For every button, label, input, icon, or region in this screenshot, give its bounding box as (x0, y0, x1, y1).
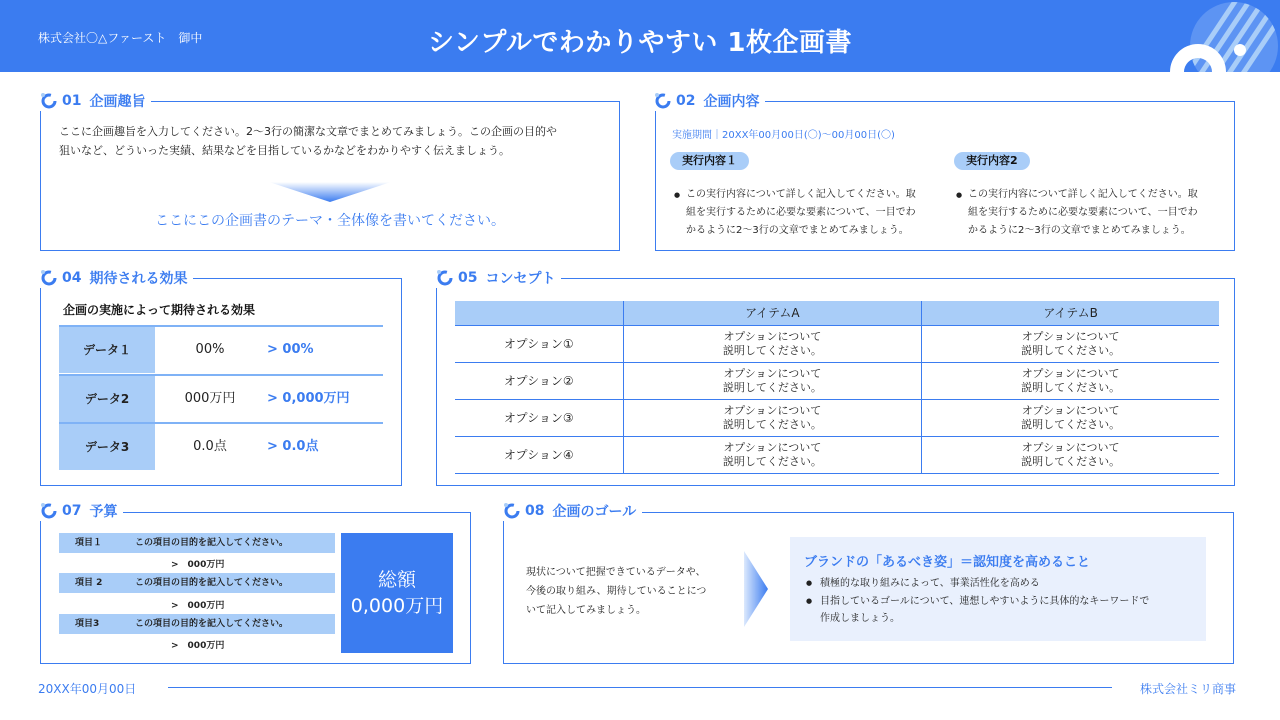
section-concept (436, 278, 1235, 486)
ring-icon (40, 92, 58, 110)
goal-title: ブランドの「あるべき姿」＝認知度を高めること (804, 555, 1091, 570)
effect-row: データ3 0.0点 > 0.0点 (59, 422, 383, 468)
goal-bullet: ● 目指しているゴールについて、連想しやすいように具体的なキーワードで 作成しましょう。 (820, 593, 1196, 627)
right-arrow-icon (744, 551, 768, 627)
content-label-2: 実行内容2 (954, 152, 1030, 170)
ring-icon (40, 502, 58, 520)
table-row: オプション② オプションについて 説明してください。 オプションについて 説明してください。 (455, 362, 1219, 399)
effect-row: データ2 000万円 > 0,000万円 (59, 374, 383, 420)
section-content (655, 101, 1235, 251)
section-title-08: 08 企画のゴール (499, 501, 642, 521)
page-title: シンプルでわかりやすい 1枚企画書 (428, 28, 852, 58)
ring-icon (436, 269, 454, 287)
section-title-07: 07 予算 (36, 501, 123, 521)
section-title-02: 02 企画内容 (650, 91, 765, 111)
budget-amount: > 000万円 (171, 601, 225, 611)
goal-bullet: ● 積極的な取り組みによって、事業活性化を高める (820, 575, 1196, 592)
footer-date: 20XX年00月00日 (38, 682, 137, 696)
budget-item: 項目１ この項目の目的を記入してください。 (59, 533, 335, 553)
current-status: 現状について把握できているデータや、 今後の取り組み、期待していることにつ いて記入してみましょう。 (526, 567, 707, 616)
budget-item: 項目3 この項目の目的を記入してください。 (59, 614, 335, 634)
section-title-05: 05 コンセプト (432, 268, 561, 288)
table-header-item-a: アイテムA (623, 301, 922, 325)
concept-table (455, 301, 1219, 474)
budget-amount: > 000万円 (171, 641, 225, 651)
section-title-01: 01 企画趣旨 (36, 91, 151, 111)
down-arrow-icon (269, 182, 391, 202)
table-row: オプション① オプションについて 説明してください。 オプションについて 説明してください。 (455, 325, 1219, 362)
budget-total: 総額 0,000万円 (341, 533, 453, 653)
table-header-item-b: アイテムB (922, 301, 1219, 325)
ring-icon (503, 502, 521, 520)
content-text-2: ● この実行内容について詳しく記入してください。取 組を実行するために必要な要素について、一目でわ かるように2～3行の文章でまとめてみましょう。 (956, 186, 1218, 240)
table-row: オプション④ オプションについて 説明してください。 オプションについて 説明してください。 (455, 436, 1219, 473)
header-bar (0, 0, 1280, 72)
effects-subtitle: 企画の実施によって期待される効果 (63, 303, 256, 317)
budget-item: 項目 2 この項目の目的を記入してください。 (59, 573, 335, 593)
footer-divider (168, 687, 1112, 688)
section-goal (503, 512, 1234, 664)
section-budget (40, 512, 471, 664)
footer-company: 株式会社ミリ商事 (1139, 682, 1236, 696)
purpose-theme: ここにこの企画書のテーマ・全体像を書いてください。 (155, 213, 505, 229)
table-header-empty (455, 301, 623, 325)
table-row: オプション③ オプションについて 説明してください。 オプションについて 説明してください。 (455, 399, 1219, 436)
ring-icon (40, 269, 58, 287)
effect-row: データ１ 00% > 00% (59, 325, 383, 371)
section-purpose (40, 101, 620, 251)
implementation-period: 実施期間｜20XX年00月00日(〇)～00月00日(〇) (672, 130, 895, 141)
content-text-1: ● この実行内容について詳しく記入してください。取 組を実行するために必要な要素について、一目でわ かるように2～3行の文章でまとめてみましょう。 (674, 186, 936, 240)
client-name: 株式会社〇△ファースト 御中 (38, 31, 203, 45)
budget-amount: > 000万円 (171, 560, 225, 570)
purpose-description: ここに企画趣旨を入力してください。2～3行の簡潔な文章でまとめてみましょう。この企画の目的や 狙いなど、どういった実績、結果などを目指しているかなどをわかりやすく伝えましょう。 (59, 125, 557, 157)
content-label-1: 実行内容１ (670, 152, 749, 170)
goal-box (790, 537, 1206, 641)
decorative-circle-icon (1150, 0, 1280, 72)
section-effects (40, 278, 402, 486)
ring-icon (654, 92, 672, 110)
section-title-04: 04 期待される効果 (36, 268, 193, 288)
